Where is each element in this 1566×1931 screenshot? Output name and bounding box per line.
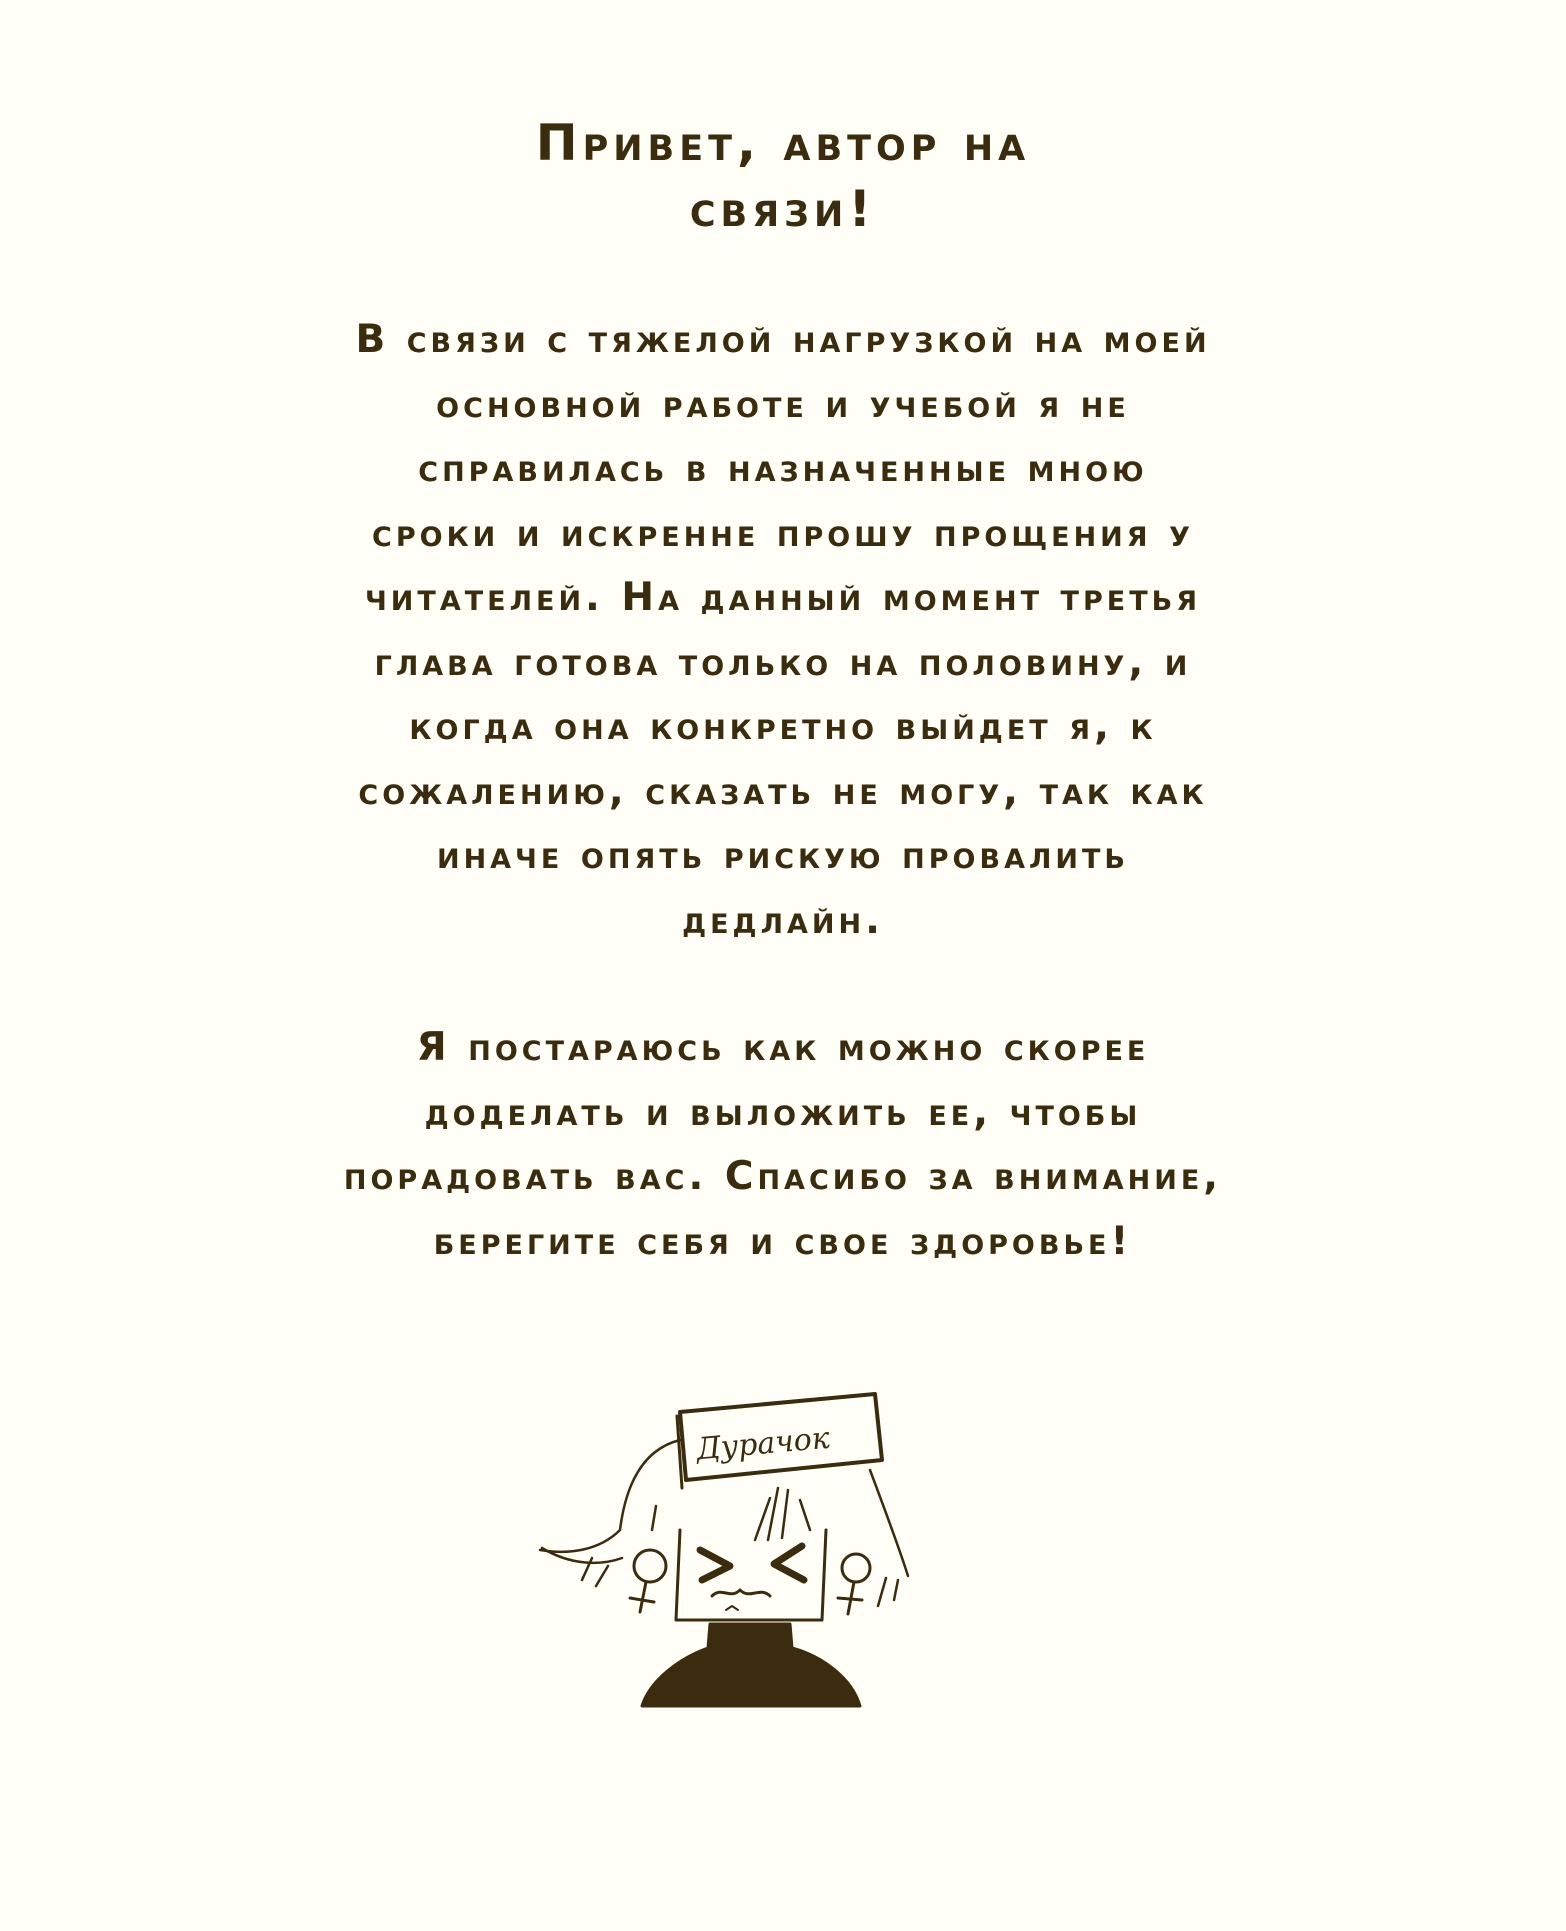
paragraph-line: Я постараюсь как можно скорее: [416, 1025, 1150, 1070]
paragraph-line: глава готова только на половину, и: [374, 639, 1192, 685]
title-line-2: связи!: [689, 180, 877, 238]
message-paragraph-1: [0, 308, 1566, 953]
page-title: [0, 110, 1566, 242]
paragraph-line: сроки и искренне прошу прощения у: [372, 510, 1194, 556]
title-line-1: Привет, автор на: [535, 114, 1031, 172]
paragraph-line: справилась в назначенные мною: [418, 446, 1148, 491]
paragraph-line: порадовать вас. Спасибо за внимание,: [343, 1154, 1223, 1199]
body: [642, 1624, 860, 1706]
sign-board: [677, 1394, 882, 1488]
female-symbol-icon: [630, 1550, 870, 1614]
paragraph-line: иначе опять рискую провалить: [436, 833, 1130, 878]
paragraph-line: В связи с тяжелой нагрузкой на моей: [355, 317, 1211, 362]
face: [676, 1530, 826, 1620]
message-paragraph-2: [0, 1016, 1566, 1274]
paragraph-line: когда она конкретно выйдет я, к: [409, 704, 1157, 749]
chibi-character-illustration: [530, 1380, 950, 1720]
paragraph-line: основной работе и учебой я не: [436, 381, 1130, 427]
paragraph-line: дедлайн.: [682, 897, 884, 943]
sign-text: Дурачок: [695, 1420, 832, 1468]
paragraph-line: доделать и выложить ее, чтобы: [424, 1089, 1142, 1135]
paragraph-line: берегите себя и свое здоровье!: [433, 1218, 1133, 1264]
paragraph-line: читателей. На данный момент третья: [364, 575, 1201, 620]
paragraph-line: сожалению, сказать не могу, так как: [358, 768, 1208, 814]
